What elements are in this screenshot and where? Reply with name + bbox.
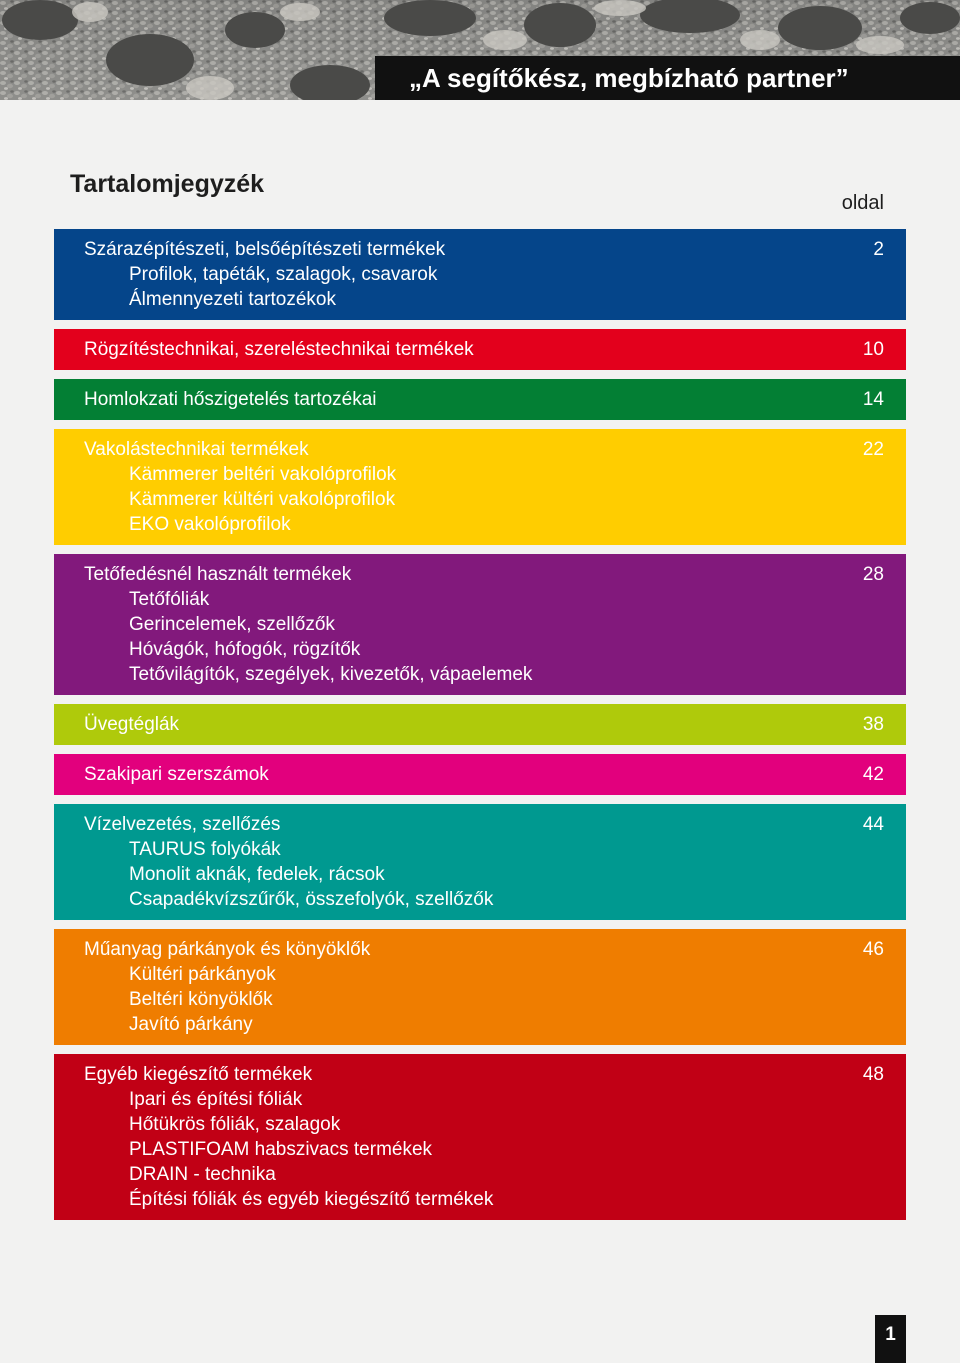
- toc-subitem: PLASTIFOAM habszivacs termékek: [129, 1139, 433, 1160]
- toc-section-title: Műanyag párkányok és könyöklők: [84, 939, 371, 960]
- toc-section-page: 46: [862, 939, 884, 960]
- page-column-label: oldal: [841, 192, 884, 214]
- toc-subitem: Ipari és építési fóliák: [129, 1089, 303, 1110]
- toc-subitem: Csapadékvízszűrők, összefolyók, szellőzők: [129, 889, 494, 910]
- toc-section-page: 28: [862, 564, 884, 585]
- toc-section[interactable]: [54, 929, 906, 1045]
- toc-section-page: 10: [862, 339, 884, 360]
- toc-subitem: Kämmerer beltéri vakolóprofilok: [129, 464, 397, 485]
- toc-subitem: Monolit aknák, fedelek, rácsok: [129, 864, 385, 885]
- toc-section[interactable]: [54, 1054, 906, 1220]
- toc-section-page: 44: [862, 814, 884, 835]
- toc-section[interactable]: [54, 554, 906, 695]
- toc-subitem: EKO vakolóprofilok: [129, 514, 291, 535]
- toc-section-title: Rögzítéstechnikai, szereléstechnikai termékek: [84, 339, 474, 360]
- toc-section[interactable]: [54, 754, 906, 795]
- toc-subitem: Beltéri könyöklők: [129, 989, 273, 1010]
- toc-section[interactable]: [54, 329, 906, 370]
- toc-section[interactable]: [54, 229, 906, 320]
- toc-subitem: Hóvágók, hófogók, rögzítők: [129, 639, 361, 660]
- toc-section[interactable]: [54, 704, 906, 745]
- toc-section-title: Szakipari szerszámok: [84, 764, 269, 785]
- toc-section[interactable]: [54, 379, 906, 420]
- toc-section-title: Egyéb kiegészítő termékek: [84, 1064, 313, 1085]
- toc-section-page: 38: [862, 714, 884, 735]
- toc-section-title: Szárazépítészeti, belsőépítészeti termékek: [84, 239, 446, 260]
- toc-section[interactable]: [54, 804, 906, 920]
- toc-subitem: TAURUS folyókák: [129, 839, 281, 860]
- toc-section-title: Tetőfedésnél használt termékek: [84, 564, 352, 585]
- toc-subitem: Hőtükrös fóliák, szalagok: [129, 1114, 341, 1135]
- toc-section[interactable]: [54, 429, 906, 545]
- toc-subitem: Profilok, tapéták, szalagok, csavarok: [129, 264, 438, 285]
- toc-subitem: Javító párkány: [129, 1014, 253, 1035]
- footer-page-number: 1: [875, 1315, 906, 1363]
- toc-section-page: 2: [873, 239, 884, 260]
- toc-subitem: Gerincelemek, szellőzők: [129, 614, 335, 635]
- toc-section-page: 48: [862, 1064, 884, 1085]
- toc-subitem: Álmennyezeti tartozékok: [129, 289, 336, 310]
- toc-section-title: Vakolástechnikai termékek: [84, 439, 309, 460]
- toc-section-page: 14: [862, 389, 884, 410]
- toc-section-title: Üvegtéglák: [84, 714, 180, 735]
- toc-section-page: 22: [862, 439, 884, 460]
- header-tagline: „A segítőkész, megbízható partner”: [375, 56, 960, 100]
- toc-subitem: Kämmerer kültéri vakolóprofilok: [129, 489, 396, 510]
- toc-subitem: Kültéri párkányok: [129, 964, 276, 985]
- toc-section-page: 42: [862, 764, 884, 785]
- toc-subitem: Tetővilágítók, szegélyek, kivezetők, vápaelemek: [129, 664, 533, 685]
- toc-section-title: Homlokzati hőszigetelés tartozékai: [84, 389, 377, 410]
- toc-section-title: Vízelvezetés, szellőzés: [84, 814, 281, 835]
- toc-subitem: DRAIN - technika: [129, 1164, 276, 1185]
- toc-list: [54, 229, 906, 1229]
- toc-title: Tartalomjegyzék: [70, 170, 265, 198]
- toc-subitem: Építési fóliák és egyéb kiegészítő termékek: [129, 1189, 494, 1210]
- toc-subitem: Tetőfóliák: [129, 589, 210, 610]
